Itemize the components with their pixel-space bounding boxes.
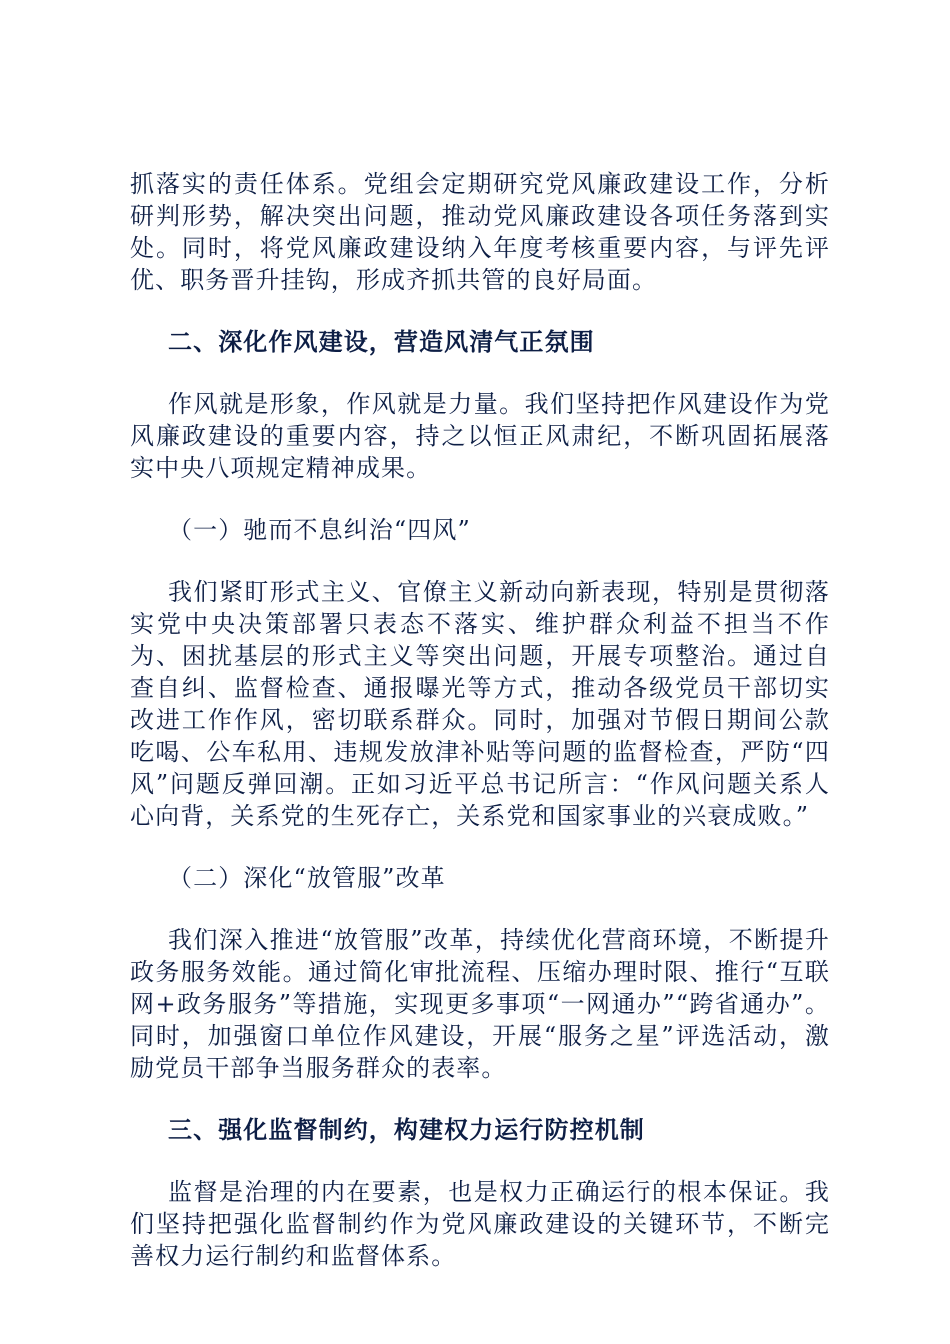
paragraph-supervision: 监督是治理的内在要素，也是权力正确运行的根本保证。我们坚持把强化监督制约作为党风廉政建设的关键环节，不断完善权力运行制约和监督体系。 [130, 1178, 830, 1270]
document-page [130, 168, 830, 1272]
section-heading-2: 二、深化作风建设，营造风清气正氛围 [168, 327, 595, 356]
section-heading-3: 三、强化监督制约，构建权力运行防控机制 [168, 1115, 645, 1144]
paragraph-work-style: 作风就是形象，作风就是力量。我们坚持把作风建设作为党风廉政建设的重要内容，持之以恒正风肃纪，不断巩固拓展落实中央八项规定精神成果。 [130, 390, 830, 482]
subheading-2: （二）深化“放管服”改革 [168, 864, 446, 892]
subheading-1: （一）驰而不息纠治“四风” [168, 516, 471, 544]
paragraph-fangguanfu: 我们深入推进“放管服”改革，持续优化营商环境，不断提升政务服务效能。通过简化审批流程、压缩办理时限、推行“互联网+政务服务”等措施，实现更多事项“一网通办”“跨省通办”。同时，加强窗口单位作风建设，开展“服务之星”评选活动，激励党员干部争当服务群众的表率。 [130, 926, 830, 1082]
paragraph-four-winds: 我们紧盯形式主义、官僚主义新动向新表现，特别是贯彻落实党中央决策部署只表态不落实、维护群众利益不担当不作为、困扰基层的形式主义等突出问题，开展专项整治。通过自查自纠、监督检查、通报曝光等方式，推动各级党员干部切实改进工作作风，密切联系群众。同时，加强对节假日期间公款吃喝、公车私用、违规发放津补贴等问题的监督检查，严防“四风”问题反弹回潮。正如习近平总书记所言：“作风问题关系人心向背，关系党的生死存亡，关系党和国家事业的兴衰成败。” [130, 578, 830, 830]
paragraph-intro: 抓落实的责任体系。党组会定期研究党风廉政建设工作，分析研判形势，解决突出问题，推动党风廉政建设各项任务落到实处。同时，将党风廉政建设纳入年度考核重要内容，与评先评优、职务晋升挂钩，形成齐抓共管的良好局面。 [130, 170, 830, 294]
